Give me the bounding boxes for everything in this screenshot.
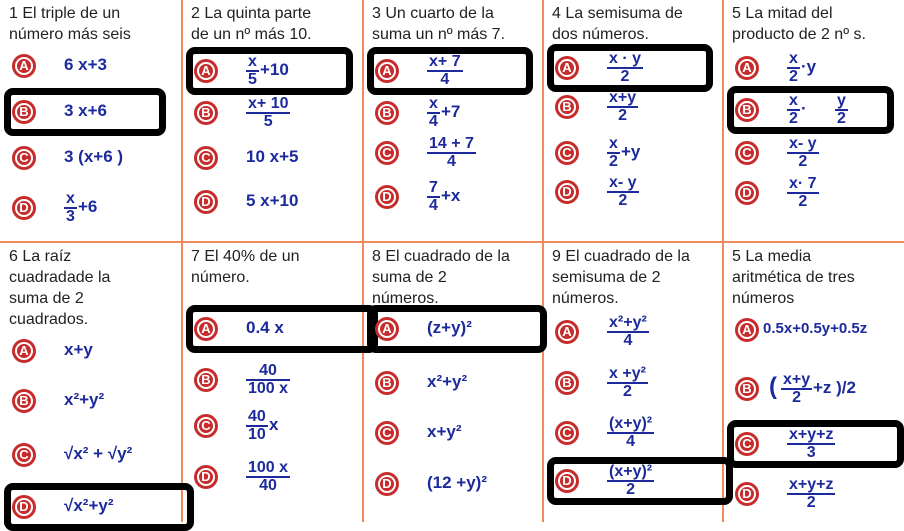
option-c-value[interactable]: √x² + √y² [64,444,133,463]
question-text-line: suma de 2 [9,290,84,307]
selected-answer-box [367,47,533,95]
row-divider [0,241,904,243]
answer-fraction [607,90,638,124]
fraction-denominator: 2 [837,110,846,127]
fraction-denominator: 3 [66,208,75,225]
option-c-badge[interactable]: C [12,443,36,467]
option-c-badge[interactable]: C [555,421,579,445]
question-text-line: 5 La mitad del [732,5,833,22]
option-d-badge[interactable]: D [12,495,36,519]
fraction-denominator: 2 [607,382,648,400]
option-b-badge[interactable]: B [194,368,218,392]
option-b-badge[interactable]: B [555,371,579,395]
option-a-value[interactable]: 0.4 x [246,318,284,337]
answer-fraction [427,96,440,130]
option-b-badge[interactable]: B [375,101,399,125]
fraction-denominator: 10 [248,426,266,443]
option-d-badge[interactable]: D [735,181,759,205]
option-a-value[interactable]: (z+y)² [427,318,472,337]
fraction-numerator: x- y [789,135,817,152]
fraction-numerator: (x+y)² [609,415,653,432]
question-text-line: suma de 2 [372,269,447,286]
fraction-denominator: 2 [789,110,798,127]
fraction-denominator: 4 [429,197,438,214]
fraction-denominator: 2 [607,106,638,124]
option-b-badge[interactable]: B [735,377,759,401]
answer-fraction [787,176,819,210]
option-b-value[interactable]: x²+y² [427,372,468,391]
option-a-badge[interactable]: A [12,54,36,78]
fraction-numerator: x · y [609,50,642,67]
fraction-numerator: x· 7 [789,175,817,192]
option-d-badge[interactable]: D [12,196,36,220]
fraction-numerator: x+ 7 [429,53,461,70]
fraction-tail: +z )/2 [813,378,856,397]
fraction-numerator: (x+y)² [609,463,653,480]
answer-fraction [246,409,268,443]
fraction-numerator: x+y [783,371,811,388]
question-text-line: número más seis [9,26,131,43]
question-text-line: 5 La media [732,248,812,265]
cell-divider-vertical [542,0,544,522]
fraction-numerator: x²+y² [609,314,647,331]
fraction-numerator: x+y+z [789,476,834,493]
question-text-line: 7 El 40% de un [191,248,300,265]
option-b-badge[interactable]: B [375,371,399,395]
answer-fraction [607,366,648,400]
fraction-denominator: 2 [607,480,654,498]
option-a-badge[interactable]: A [12,339,36,363]
option-c-badge[interactable]: C [555,141,579,165]
fraction-numerator: x+y [609,89,637,106]
option-b-badge[interactable]: B [194,101,218,125]
answer-fraction [787,51,800,85]
fraction-numerator: 40 [248,408,266,425]
answer-fraction [607,416,654,450]
option-c-badge[interactable]: C [375,141,399,165]
option-d-badge[interactable]: D [194,190,218,214]
fraction-tail: +6 [78,197,98,216]
option-d-badge[interactable]: D [375,472,399,496]
fraction-denominator: 5 [248,71,257,88]
fraction-numerator: x [789,92,798,109]
option-d-badge[interactable]: D [555,180,579,204]
option-d-value[interactable]: 5 x+10 [246,191,299,210]
option-c-badge[interactable]: C [375,421,399,445]
option-c-badge[interactable]: C [735,432,759,456]
selected-answer-box [186,47,353,95]
fraction-denominator: 2 [787,152,819,170]
fraction-denominator: 4 [427,70,463,88]
option-c-badge[interactable]: C [194,146,218,170]
answer-fraction [246,363,290,397]
fraction-numerator: x [429,95,438,112]
cell-divider-vertical [181,0,183,522]
cell-divider-vertical [722,0,724,522]
question-text-line: de un nº más 10. [191,26,312,43]
fraction-numerator: 14 + 7 [429,135,474,152]
fraction-denominator: 2 [607,67,643,85]
option-c-badge[interactable]: C [735,141,759,165]
question-text-line: cuadradade la [9,269,111,286]
question-text-line: suma un nº más 7. [372,26,506,43]
question-text-line: cuadrados. [9,311,89,328]
answer-fraction [607,136,620,170]
option-b-badge[interactable]: B [12,389,36,413]
question-text-line: 3 Un cuarto de la [372,5,494,22]
option-c-value[interactable]: x+y² [427,422,462,441]
fraction-tail: +10 [260,60,289,79]
option-d-badge[interactable]: D [375,185,399,209]
question-text-line: 9 El cuadrado de la [552,248,690,265]
fraction-numerator: x [248,53,257,70]
answer-fraction [246,96,290,130]
fraction-numerator: x+ 10 [248,95,289,112]
option-b-value[interactable]: x²+y² [64,390,105,409]
fraction-tail: ·y [801,57,817,76]
fraction-numerator: x +y² [609,365,646,382]
fraction-numerator: x+y+z [789,426,834,443]
question-text-line: números [732,290,795,307]
selected-answer-box [547,457,733,505]
option-a-badge[interactable]: A [194,59,218,83]
question-text-line: 2 La quinta parte [191,5,312,22]
fraction-tail: +7 [441,102,461,121]
fraction-numerator: x- y [609,174,637,191]
question-text-line: 8 El cuadrado de la [372,248,510,265]
fraction-denominator: 2 [609,153,618,170]
selected-answer-box [727,86,894,134]
option-d-value[interactable]: (12 +y)² [427,473,487,492]
fraction-numerator: 100 x [248,459,289,476]
option-d-badge[interactable]: D [194,465,218,489]
selected-answer-box [727,420,904,468]
fraction-denominator: 2 [607,191,639,209]
fraction-numerator: y [837,92,846,109]
fraction-tail: x [269,415,279,434]
option-c-badge[interactable]: C [12,146,36,170]
answer-fraction [64,191,77,225]
fraction-numerator: 7 [429,179,438,196]
answer-fraction [246,460,290,494]
question-text-line: 4 La semisuma de [552,5,683,22]
fraction-tail: +y [621,142,641,161]
fraction-numerator: 40 [259,362,277,379]
option-d-value[interactable]: √x²+y² [64,496,114,515]
fraction-denominator: 3 [787,443,835,461]
paren-prefix: ( [769,373,777,400]
fraction-denominator: 4 [429,113,438,130]
selected-answer-box [4,88,166,136]
answer-fraction [607,175,639,209]
option-b-badge[interactable]: B [12,100,36,124]
fraction-denominator: 2 [787,493,835,511]
option-a-badge[interactable]: A [555,320,579,344]
fraction-numerator: x [789,50,798,67]
option-a-value[interactable]: 0.5x+0.5y+0.5z [763,320,868,337]
answer-fraction [427,180,440,214]
answer-fraction [787,136,819,170]
fraction-denominator: 4 [427,152,476,170]
fraction-denominator: 100 x [248,380,289,397]
fraction-numerator: x [609,135,618,152]
selected-answer-box [367,305,547,353]
option-a-badge[interactable]: A [375,317,399,341]
question-text-line: números. [552,290,619,307]
question-text-line: 1 El triple de un [9,5,121,22]
fraction-tail: · [801,99,807,118]
option-a-badge[interactable]: A [735,318,759,342]
cell-divider-vertical [362,0,364,522]
option-d-badge[interactable]: D [555,469,579,493]
option-a-value[interactable]: 6 x+3 [64,55,108,74]
question-text-line: producto de 2 nº s. [732,26,866,43]
fraction-numerator: x [66,190,75,207]
answer-fraction [427,136,476,170]
option-a-value[interactable]: x+y [64,340,93,359]
option-a-badge[interactable]: A [555,56,579,80]
question-text-line: dos números. [552,26,649,43]
question-text-line: número. [191,269,250,286]
fraction-denominator: 5 [246,112,290,130]
option-c-value[interactable]: 3 (x+6 ) [64,147,124,166]
answer-fraction [607,315,649,349]
question-text-line: aritmética de tres [732,269,855,286]
fraction-denominator: 4 [607,432,654,450]
option-a-badge[interactable]: A [735,56,759,80]
question-text-line: números. [372,290,439,307]
option-a-badge[interactable]: A [375,59,399,83]
question-text-line: 6 La raíz [9,248,72,265]
question-text-line: semisuma de 2 [552,269,661,286]
selected-answer-box [547,44,713,92]
selected-answer-box [186,305,378,353]
option-c-badge[interactable]: C [194,414,218,438]
fraction-denominator: 2 [787,192,819,210]
answer-fraction [781,372,812,406]
option-b-badge[interactable]: B [735,98,759,122]
option-c-value[interactable]: 10 x+5 [246,147,299,166]
option-b-badge[interactable]: B [555,95,579,119]
fraction-tail: +x [441,186,461,205]
answer-fraction [787,477,835,511]
fraction-denominator: 2 [789,68,798,85]
fraction-denominator: 4 [607,331,649,349]
fraction-denominator: 40 [246,476,290,494]
fraction-denominator: 2 [781,388,812,406]
selected-answer-box [4,483,194,531]
option-d-badge[interactable]: D [735,482,759,506]
option-b-value[interactable]: 3 x+6 [64,101,108,120]
option-a-badge[interactable]: A [194,317,218,341]
